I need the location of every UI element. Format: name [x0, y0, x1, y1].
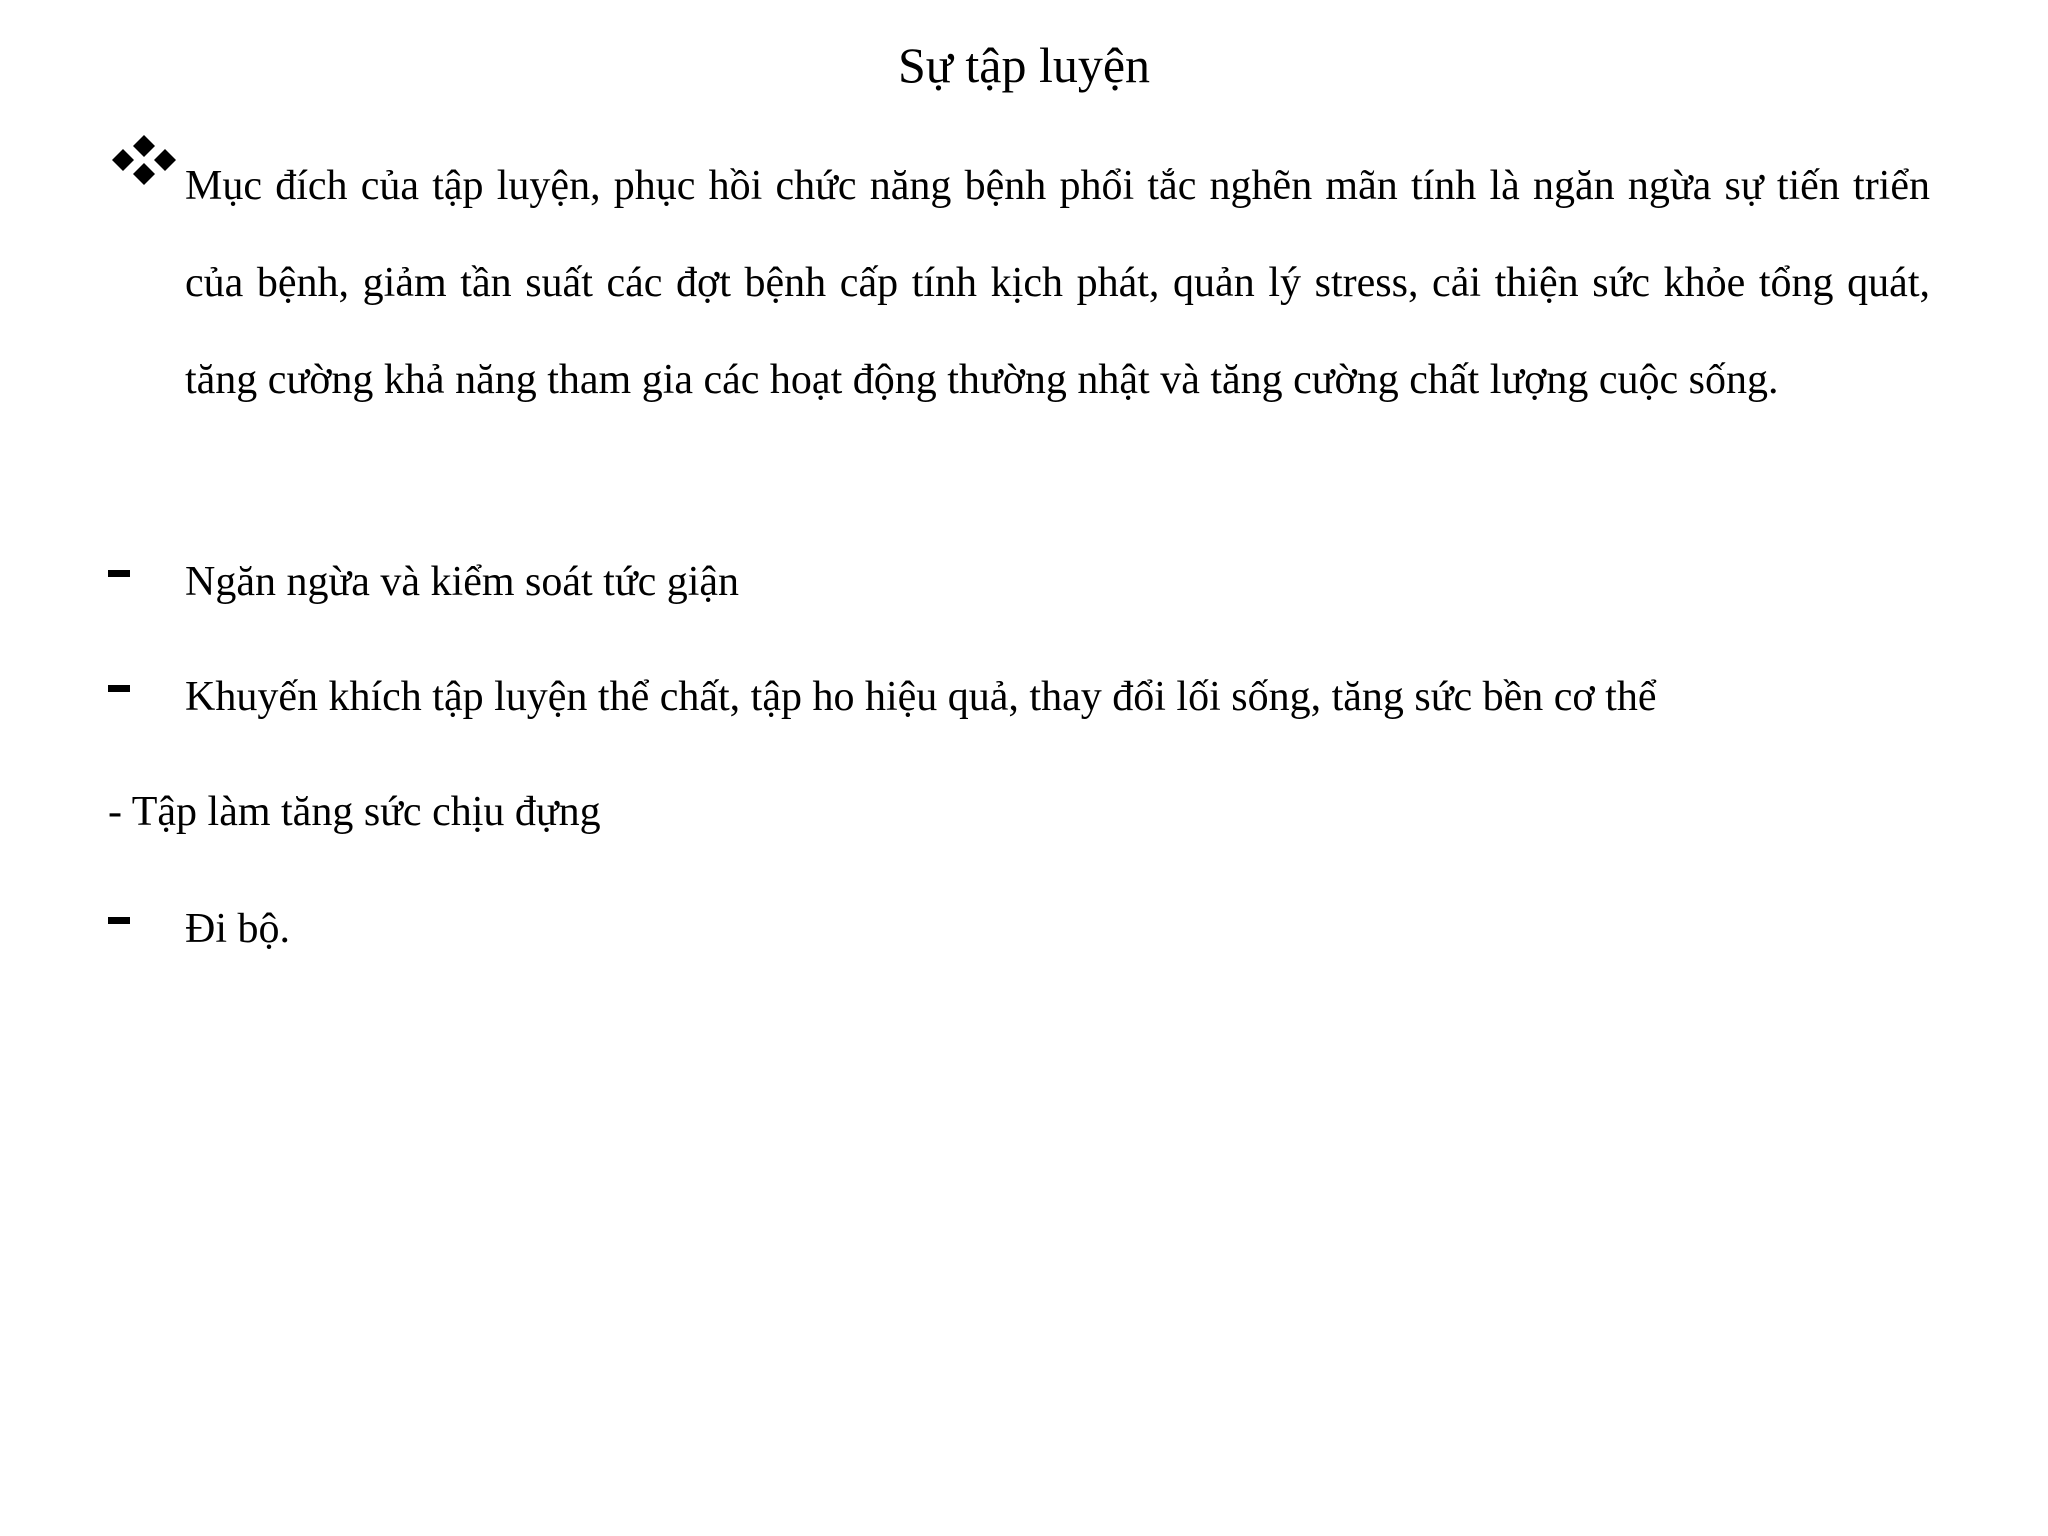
list-item: Đi bộ.: [185, 906, 290, 952]
slide-title: Sự tập luyện: [897, 37, 1151, 93]
list-item: Ngăn ngừa và kiểm soát tức giận: [185, 559, 740, 605]
dash-bullet-icon: [108, 917, 130, 924]
dash-bullet-icon: [108, 685, 130, 692]
list-item: - Tập làm tăng sức chịu đựng: [108, 789, 601, 835]
four-diamond-bullet-icon: [112, 135, 176, 185]
main-paragraph: Mục đích của tập luyện, phục hồi chức năng bệnh phổi tắc nghẽn mãn tính là ngăn ngừa sự tiến triển của bệnh, giảm tần suất các đợt bệnh cấp tính kịch phát, quản lý stress, cải thiện sức khỏe tổng quát, tăng cường khả năng tham gia các hoạt động thường nhật và tăng cường chất lượng cuộc sống.: [185, 163, 1930, 403]
list-item: Khuyến khích tập luyện thể chất, tập ho hiệu quả, thay đổi lối sống, tăng sức bền cơ thể: [185, 674, 1657, 720]
dash-bullet-icon: [108, 570, 130, 577]
